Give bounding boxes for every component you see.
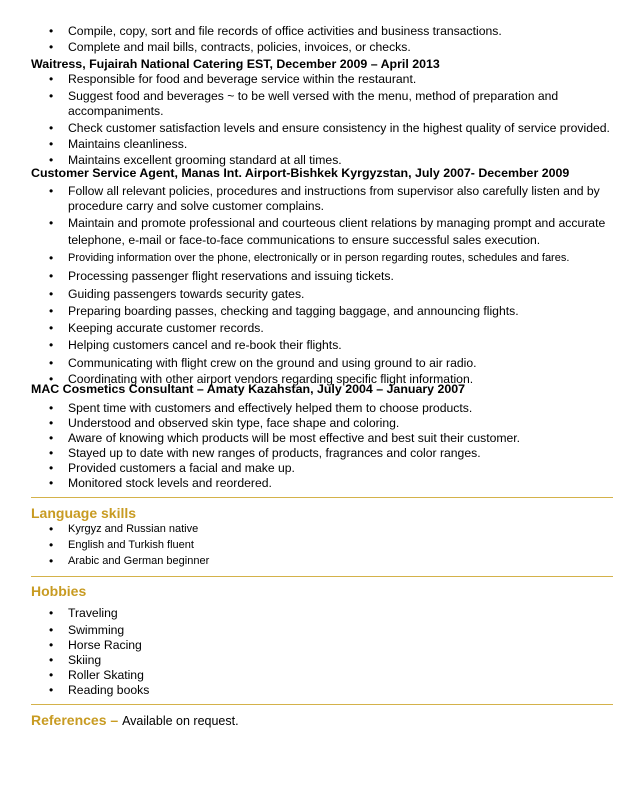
job-duties-list <box>0 401 620 491</box>
list-item: • Reading books <box>0 683 620 698</box>
list-item: • Arabic and German beginner <box>0 553 620 569</box>
list-item: • Provided customers a facial and make up. <box>0 461 620 476</box>
list-item: • Coordinating with other airport vendors regarding specific flight information. <box>0 372 620 387</box>
list-item: • Processing passenger flight reservations and issuing tickets. <box>0 269 620 284</box>
list-item: • Check customer satisfaction levels and ensure consistency in the highest quality of service provided. <box>0 121 620 136</box>
language-list <box>0 521 620 569</box>
list-item: • Maintains cleanliness. <box>0 137 620 152</box>
list-item: • Suggest food and beverages ~ to be well versed with the menu, method of preparation and accompaniments. <box>0 89 568 119</box>
list-item: • Helping customers cancel and re-book their flights. <box>0 338 620 353</box>
job-title: Waitress, Fujairah National Catering EST, December 2009 – April 2013 <box>31 57 440 71</box>
job-duties-list <box>0 184 620 387</box>
list-item: • Spent time with customers and effectively helped them to choose products. <box>0 401 620 416</box>
job-title: Customer Service Agent, Manas Int. Airport-Bishkek Kyrgyzstan, July 2007- December 2009 <box>31 166 570 180</box>
list-item: • English and Turkish fluent <box>0 537 620 553</box>
hobbies-list <box>0 606 620 698</box>
references-label: References – <box>31 712 119 728</box>
section-divider <box>31 576 613 577</box>
list-item: • Complete and mail bills, contracts, policies, invoices, or checks. <box>0 40 620 55</box>
list-item: • Traveling <box>0 606 620 621</box>
section-title-references <box>31 712 239 728</box>
list-item: • Kyrgyz and Russian native <box>0 521 620 537</box>
list-item: • Understood and observed skin type, face shape and coloring. <box>0 416 620 431</box>
list-item: • Providing information over the phone, electronically or in person regarding routes, schedules and fares. <box>0 251 620 266</box>
section-divider <box>31 497 613 498</box>
list-item: • Aware of knowing which products will be most effective and best suit their customer. <box>0 431 620 446</box>
job-duties-list <box>0 72 620 168</box>
list-item: • Stayed up to date with new ranges of products, fragrances and color ranges. <box>0 446 620 461</box>
section-title-language: Language skills <box>31 505 137 521</box>
list-item: • Maintains excellent grooming standard at all times. <box>0 153 620 168</box>
list-item: • Guiding passengers towards security gates. <box>0 287 620 302</box>
references-text: Available on request. <box>122 714 239 728</box>
list-item: • Skiing <box>0 653 620 668</box>
list-item: • Keeping accurate customer records. <box>0 321 620 336</box>
list-item: • Swimming <box>0 623 620 638</box>
section-divider <box>31 704 613 705</box>
list-item: • Responsible for food and beverage service within the restaurant. <box>0 72 620 87</box>
list-item: • Communicating with flight crew on the ground and using ground to air radio. <box>0 356 620 371</box>
list-item: • Compile, copy, sort and file records of office activities and business transactions. <box>0 24 620 39</box>
list-item: • Preparing boarding passes, checking and tagging baggage, and announcing flights. <box>0 304 620 319</box>
list-item: • Maintain and promote professional and courteous client relations by managing prompt and accurate telephone, e-mail or face-to-face communications to ensure successful sales execution. <box>0 215 608 249</box>
office-duties-list <box>0 24 620 55</box>
list-item: • Monitored stock levels and reordered. <box>0 476 620 491</box>
list-item: • Roller Skating <box>0 668 620 683</box>
list-item: • Horse Racing <box>0 638 620 653</box>
list-item: • Follow all relevant policies, procedures and instructions from supervisor also carefully listen and by procedure carry and solve customer complains. <box>0 184 608 214</box>
job-title: MAC Cosmetics Consultant – Amaty Kazahstan, July 2004 – January 2007 <box>31 382 466 396</box>
section-title-hobbies: Hobbies <box>31 583 87 599</box>
